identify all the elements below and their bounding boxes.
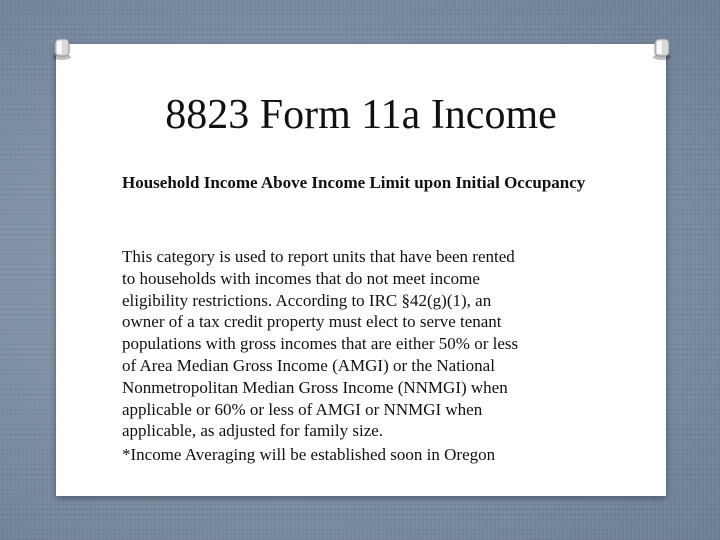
subheading: Household Income Above Income Limit upon Initial Occupancy <box>122 173 586 192</box>
pin-icon <box>48 34 76 62</box>
pin-icon <box>648 34 676 62</box>
body-paragraph: This category is used to report units that have been rented to households with incomes that do not meet income eligibility restrictions. According to IRC §42(g)(1), an owner of a tax credit property must elect to serve tenant populations with gross incomes that are either 50% or less of Area Median Gross Income (AMGI) or the National Nonmetropolitan Median Gross Income (NNMGI) when applicable or 60% or less of AMGI or NNMGI when applicable, as adjusted for family size. <box>122 247 519 441</box>
footnote: *Income Averaging will be established soon in Oregon <box>122 445 496 464</box>
slide-title: 8823 Form 11a Income <box>165 92 557 138</box>
